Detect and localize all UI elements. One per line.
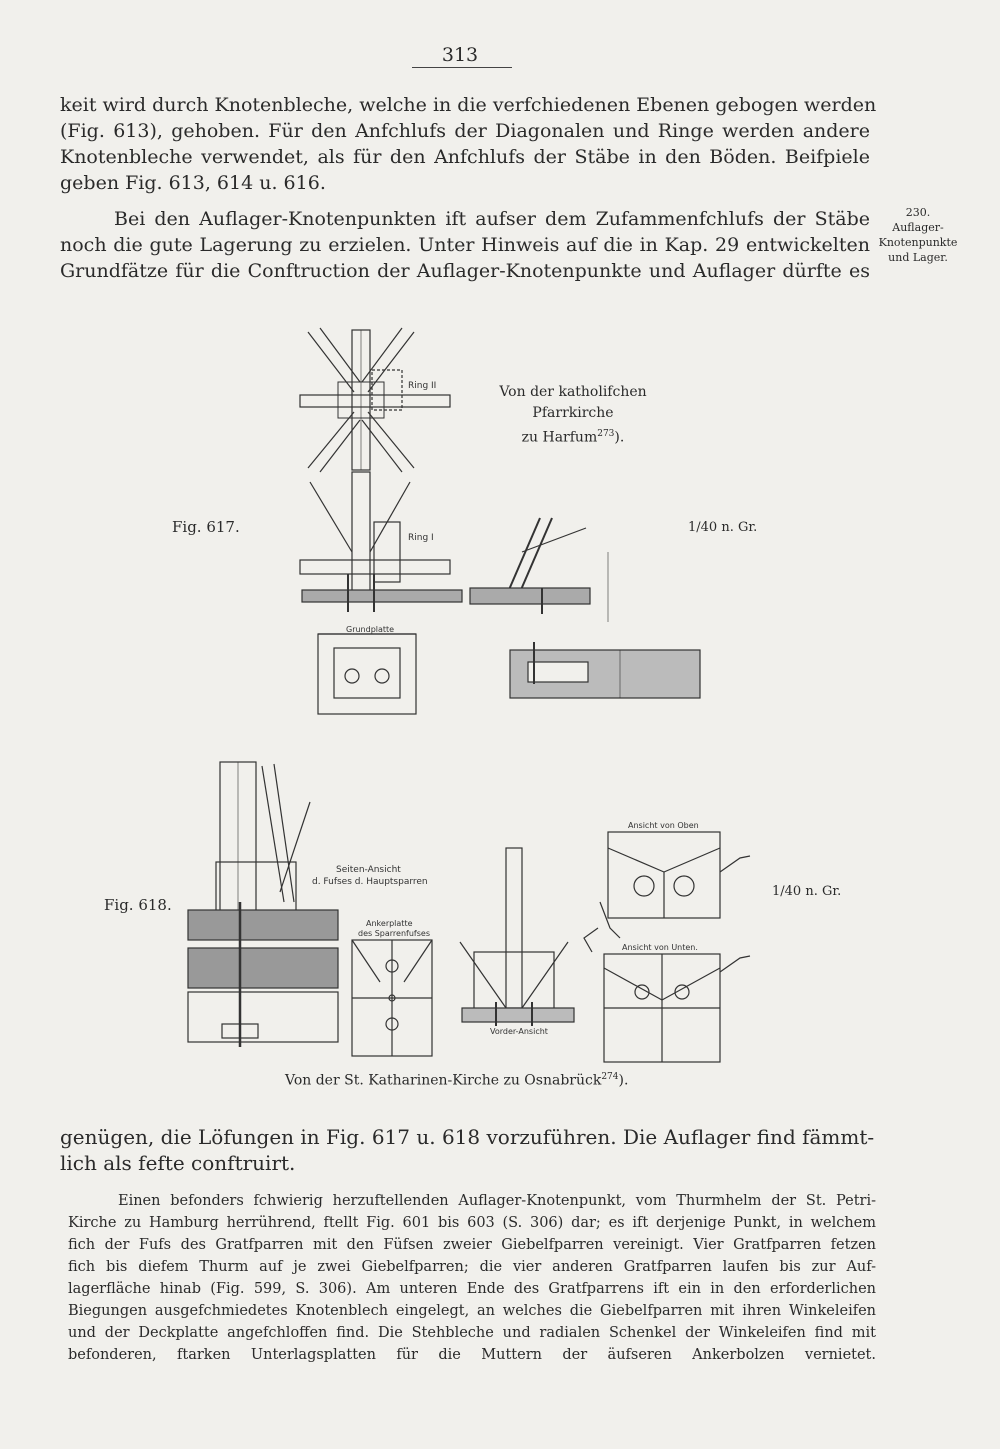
fig618-label-anker: Ankerplatte [366,919,413,928]
fig618-caption: Von der St. Katharinen-Kirche zu Osnabrück$^{274}$). [285,1072,629,1089]
margin-note-line: und Lager. [888,251,948,264]
paragraph-3 [60,1124,875,1176]
diagonal-member [368,412,414,468]
page-number: 313 [441,44,479,66]
diagonal-member [308,412,354,468]
text-line: genügen, die Löfungen in Fig. 617 u. 618 vorzuführen. Die Auflager find fämmt- [60,1125,875,1149]
text-line: Biegungen ausgefchmiedetes Knotenblech eingelegt, an welches die Giebelfparren mit ihren Winkeleifen [68,1303,876,1319]
margin-note [872,205,964,265]
fig617-drawing [290,322,760,722]
grundplatte [318,634,416,714]
fig618-caption-ref: 274 [601,1072,619,1082]
text-line: geben Fig. 613, 614 u. 616. [60,172,326,194]
text-line: Kirche zu Hamburg herrührend, ftellt Fig. 601 bis 603 (S. 306) dar; es ift derjenige Punkt, in welchem [68,1215,876,1231]
paragraph-2 [60,206,870,284]
text-line: lich als fefte conftruirt. [60,1151,296,1175]
fig617-label-grundplatte: Grundplatte [346,625,395,634]
text-line: Bei den Auflager-Knotenpunkten ift aufser dem Zufammenfchlufs der Stäbe [114,208,870,230]
paragraph-4 [68,1190,876,1366]
page-number-rule [412,67,512,68]
text-line: (Fig. 613), gehoben. Für den Anfchlufs der Diagonalen und Ringe werden andere [60,120,870,142]
text-line: Grundfätze für die Conftruction der Auflager-Knotenpunkte und Auflager dürfte es [60,260,870,282]
fig618-label-oben: Ansicht von Oben [628,821,699,830]
diagonal-member [308,332,354,392]
ring-member [300,560,450,574]
base-masonry [302,590,462,602]
fig617-caption-line: Pfarrkirche [532,405,614,421]
fig617-label: Fig. 617. [172,518,240,536]
margin-note-line: Auflager- [892,221,944,234]
vertical-member [506,848,522,1008]
text-line: fich bis diefem Thurm auf je zwei Giebelfparren; die vier anderen Gratfparren laufen bis zur Auf- [68,1259,876,1275]
fig617-label-ring2: Ring II [408,381,437,391]
fig617-scale: 1/40 n. Gr. [688,520,758,535]
fig618-scale: 1/40 n. Gr. [772,884,842,899]
text-line: noch die gute Lagerung zu erzielen. Unter Hinweis auf die in Kap. 29 entwickelten [60,234,870,256]
fig618-label-unten: Ansicht von Unten. [622,943,698,952]
horizontal-member [300,395,450,407]
fig618-drawing [180,752,770,1070]
margin-note-number: 230. [905,206,931,219]
text-line: befonderen, ftarken Unterlagsplatten für die Muttern der äufseren Ankerbolzen vernietet. [68,1347,876,1363]
paragraph-1 [60,92,877,196]
base-masonry [470,588,590,604]
fig617-caption: Von der katholifchen Pfarrkirche zu Harfum$^{273}$). [478,382,668,449]
rafter-diagonal [262,766,284,902]
text-line: und der Deckplatte angefchloffen find. Die Stehbleche und radialen Schenkel der Winkeleifen find mit [68,1325,876,1341]
margin-note-line: Knotenpunkte [878,236,958,249]
text-line: Knotenbleche verwendet, als für den Anfchlufs der Stäbe in den Böden. Beifpiele [60,146,870,168]
fig618-caption-text: Von der St. Katharinen-Kirche zu Osnabrück [285,1072,602,1089]
text-line: lagerfläche hinab (Fig. 599, S. 306). Am unteren Ende des Gratfparrens ift ein in den erforderlichen [68,1281,876,1297]
fig618-label-vorder: Vorder-Ansicht [490,1027,548,1036]
fig617-caption-line: zu Harfum [521,429,598,446]
fig617-label-ring1: Ring I [408,533,434,543]
fig618-label-seiten: d. Fufses d. Hauptsparren [312,877,428,887]
text-line: keit wird durch Knotenbleche, welche in die verfchiedenen Ebenen gebogen werden [60,94,877,116]
text-line: fich der Fufs des Gratfparren mit den Füfsen zweier Giebelfparren vereinigt. Vier Gratfparren fetzen [68,1237,876,1253]
fig618-label: Fig. 618. [104,896,172,914]
text-line: Einen befonders fchwierig herzuftellenden Auflager-Knotenpunkt, vom Thurmhelm der St. Petri- [118,1193,876,1209]
base-plate [462,1008,574,1022]
wall-masonry [188,910,338,940]
fig618-label-anker: des Sparrenfufses [358,929,430,938]
fig618-label-seiten: Seiten-Ansicht [336,865,401,875]
fig617-caption-line: Von der katholifchen [499,384,647,400]
fig617-caption-ref: 273 [597,429,615,439]
